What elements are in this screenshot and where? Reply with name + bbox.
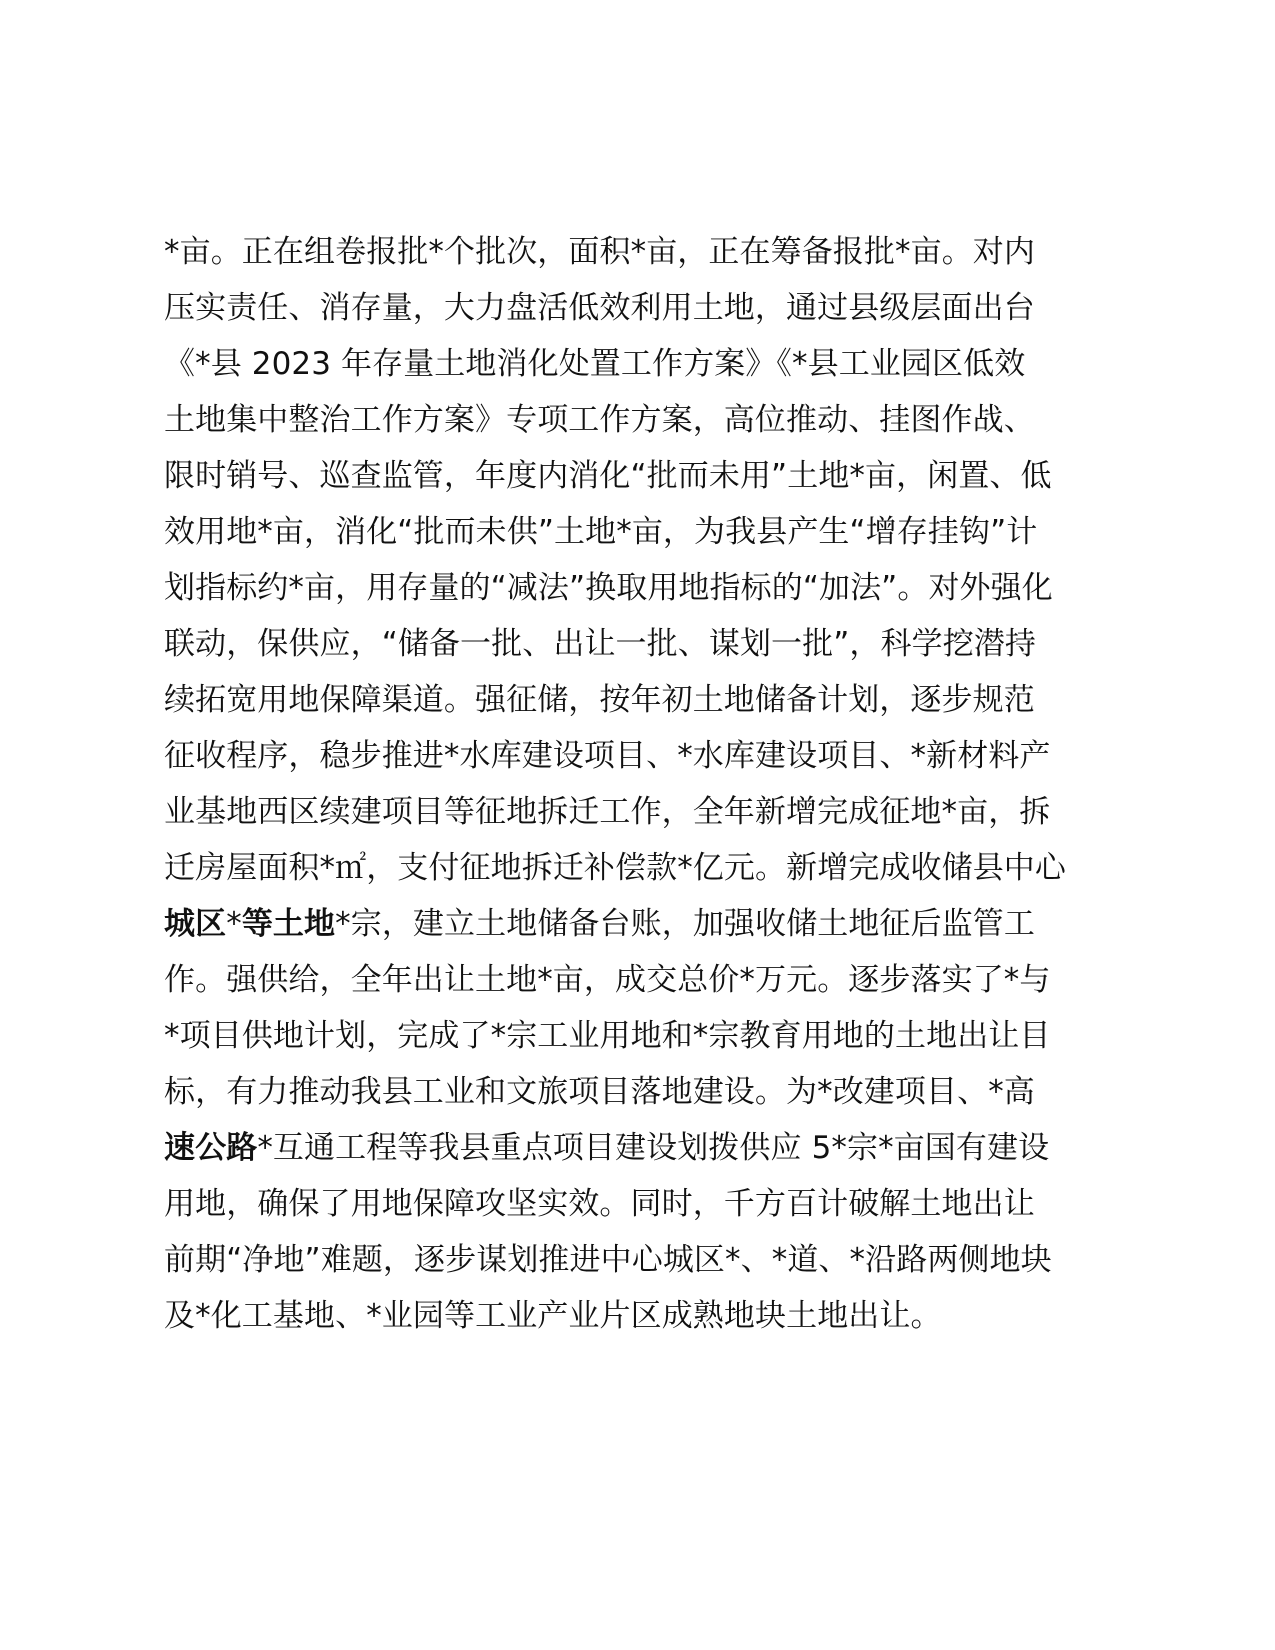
text-line: *亩。正在组卷报批*个批次，面积*亩，正在筹备报批*亩。对内 [164,234,1035,270]
text-line: 迁房屋面积*㎡，支付征地拆迁补偿款*亿元。新增完成收储县中心 [164,850,1066,886]
text-run: *互通工程等我县重点项目建设划拨供应 5*宗*亩国有建设 [257,1130,1050,1166]
text-line: 限时销号、巡查监管，年度内消化“批而未用”土地*亩，闲置、低 [164,458,1052,494]
text-line: 前期“净地”难题，逐步谋划推进中心城区*、*道、*沿路两侧地块 [164,1242,1052,1278]
text-line: 效用地*亩，消化“批而未供”土地*亩，为我县产生“增存挂钩”计 [164,514,1038,550]
text-line: *项目供地计划，完成了*宗工业用地和*宗教育用地的土地出让目 [164,1018,1051,1054]
text-line: 土地集中整治工作方案》专项工作方案，高位推动、挂图作战、 [164,402,1035,438]
text-line: 征收程序，稳步推进*水库建设项目、*水库建设项目、*新材料产 [164,738,1051,774]
text-line: 标，有力推动我县工业和文旅项目落地建设。为*改建项目、*高 [164,1074,1035,1110]
bold-text: 等土地 [241,906,336,942]
body-paragraph [164,224,1114,1344]
bold-text: 速公路 [164,1130,258,1166]
text-line: 《*县 2023 年存量土地消化处置工作方案》《*县工业园区低效 [164,346,1026,382]
text-line: 划指标约*亩，用存量的“减法”换取用地指标的“加法”。对外强化 [164,570,1053,606]
text-run: * [226,906,242,942]
text-line: 用地，确保了用地保障攻坚实效。同时，千方百计破解土地出让 [164,1186,1035,1222]
text-line-mixed [164,896,1114,952]
text-line: 业基地西区续建项目等征地拆迁工作，全年新增完成征地*亩，拆 [164,794,1051,830]
text-run: *宗，建立土地储备台账，加强收储土地征后监管工 [335,906,1035,942]
bold-text: 城区 [164,906,227,942]
text-line-mixed [164,1120,1114,1176]
text-line: 联动，保供应，“储备一批、出让一批、谋划一批”，科学挖潜持 [164,626,1037,662]
text-line: 及*化工基地、*业园等工业产业片区成熟地块土地出让。 [164,1298,942,1334]
text-line: 续拓宽用地保障渠道。强征储，按年初土地储备计划，逐步规范 [164,682,1035,718]
text-line: 作。强供给，全年出让土地*亩，成交总价*万元。逐步落实了*与 [164,962,1051,998]
text-line: 压实责任、消存量，大力盘活低效利用土地，通过县级层面出台 [164,290,1035,326]
